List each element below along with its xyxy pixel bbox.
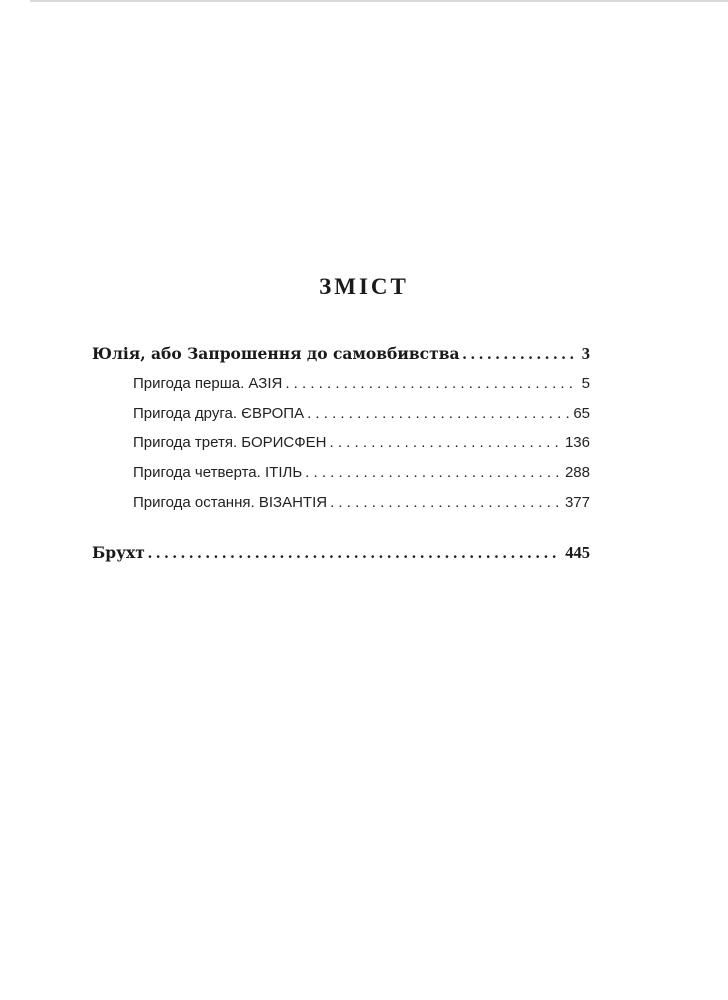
toc-entry-label: Пригода друга. ЄВРОПА: [133, 405, 305, 422]
toc-entry-page-number: 288: [564, 464, 590, 481]
toc-entry-label: Пригода остання. ВІЗАНТІЯ: [133, 494, 328, 511]
toc-entry-brukht[interactable]: [92, 543, 590, 563]
toc-entry-page-number: 136: [564, 434, 590, 451]
toc-entry-page-number: 445: [565, 543, 590, 562]
toc-entry-borysfen[interactable]: [133, 434, 590, 451]
dot-leader: [148, 543, 561, 563]
page-top-rule: [30, 0, 728, 2]
dot-leader: [305, 464, 561, 481]
toc-entry-page-number: 5: [581, 375, 590, 392]
dot-leader: [285, 375, 577, 392]
toc-entry-label: Пригода перша. АЗІЯ: [133, 375, 283, 392]
dot-leader: [330, 434, 561, 451]
toc-entry-page-number: 377: [564, 494, 590, 511]
toc-entry-label: Юлія, або Запрошення до самовбивства: [92, 344, 460, 363]
page-title: ЗМІСТ: [319, 274, 409, 299]
dot-leader: [330, 494, 561, 511]
dot-leader: [307, 405, 569, 422]
toc-entry-europe[interactable]: [133, 405, 590, 422]
toc-entry-page-number: 65: [573, 405, 590, 422]
toc-entry-page-number: 3: [581, 344, 590, 363]
dot-leader: [463, 344, 578, 364]
toc-entry-yuliia[interactable]: [92, 344, 590, 364]
toc-entry-itil[interactable]: [133, 464, 590, 481]
toc-entry-byzantium[interactable]: [133, 494, 590, 511]
toc-entry-label: Брухт: [92, 543, 145, 562]
toc-entry-label: Пригода четверта. ІТІЛЬ: [133, 464, 303, 481]
toc-entry-label: Пригода третя. БОРИСФЕН: [133, 434, 327, 451]
toc-entry-asia[interactable]: [133, 375, 590, 392]
